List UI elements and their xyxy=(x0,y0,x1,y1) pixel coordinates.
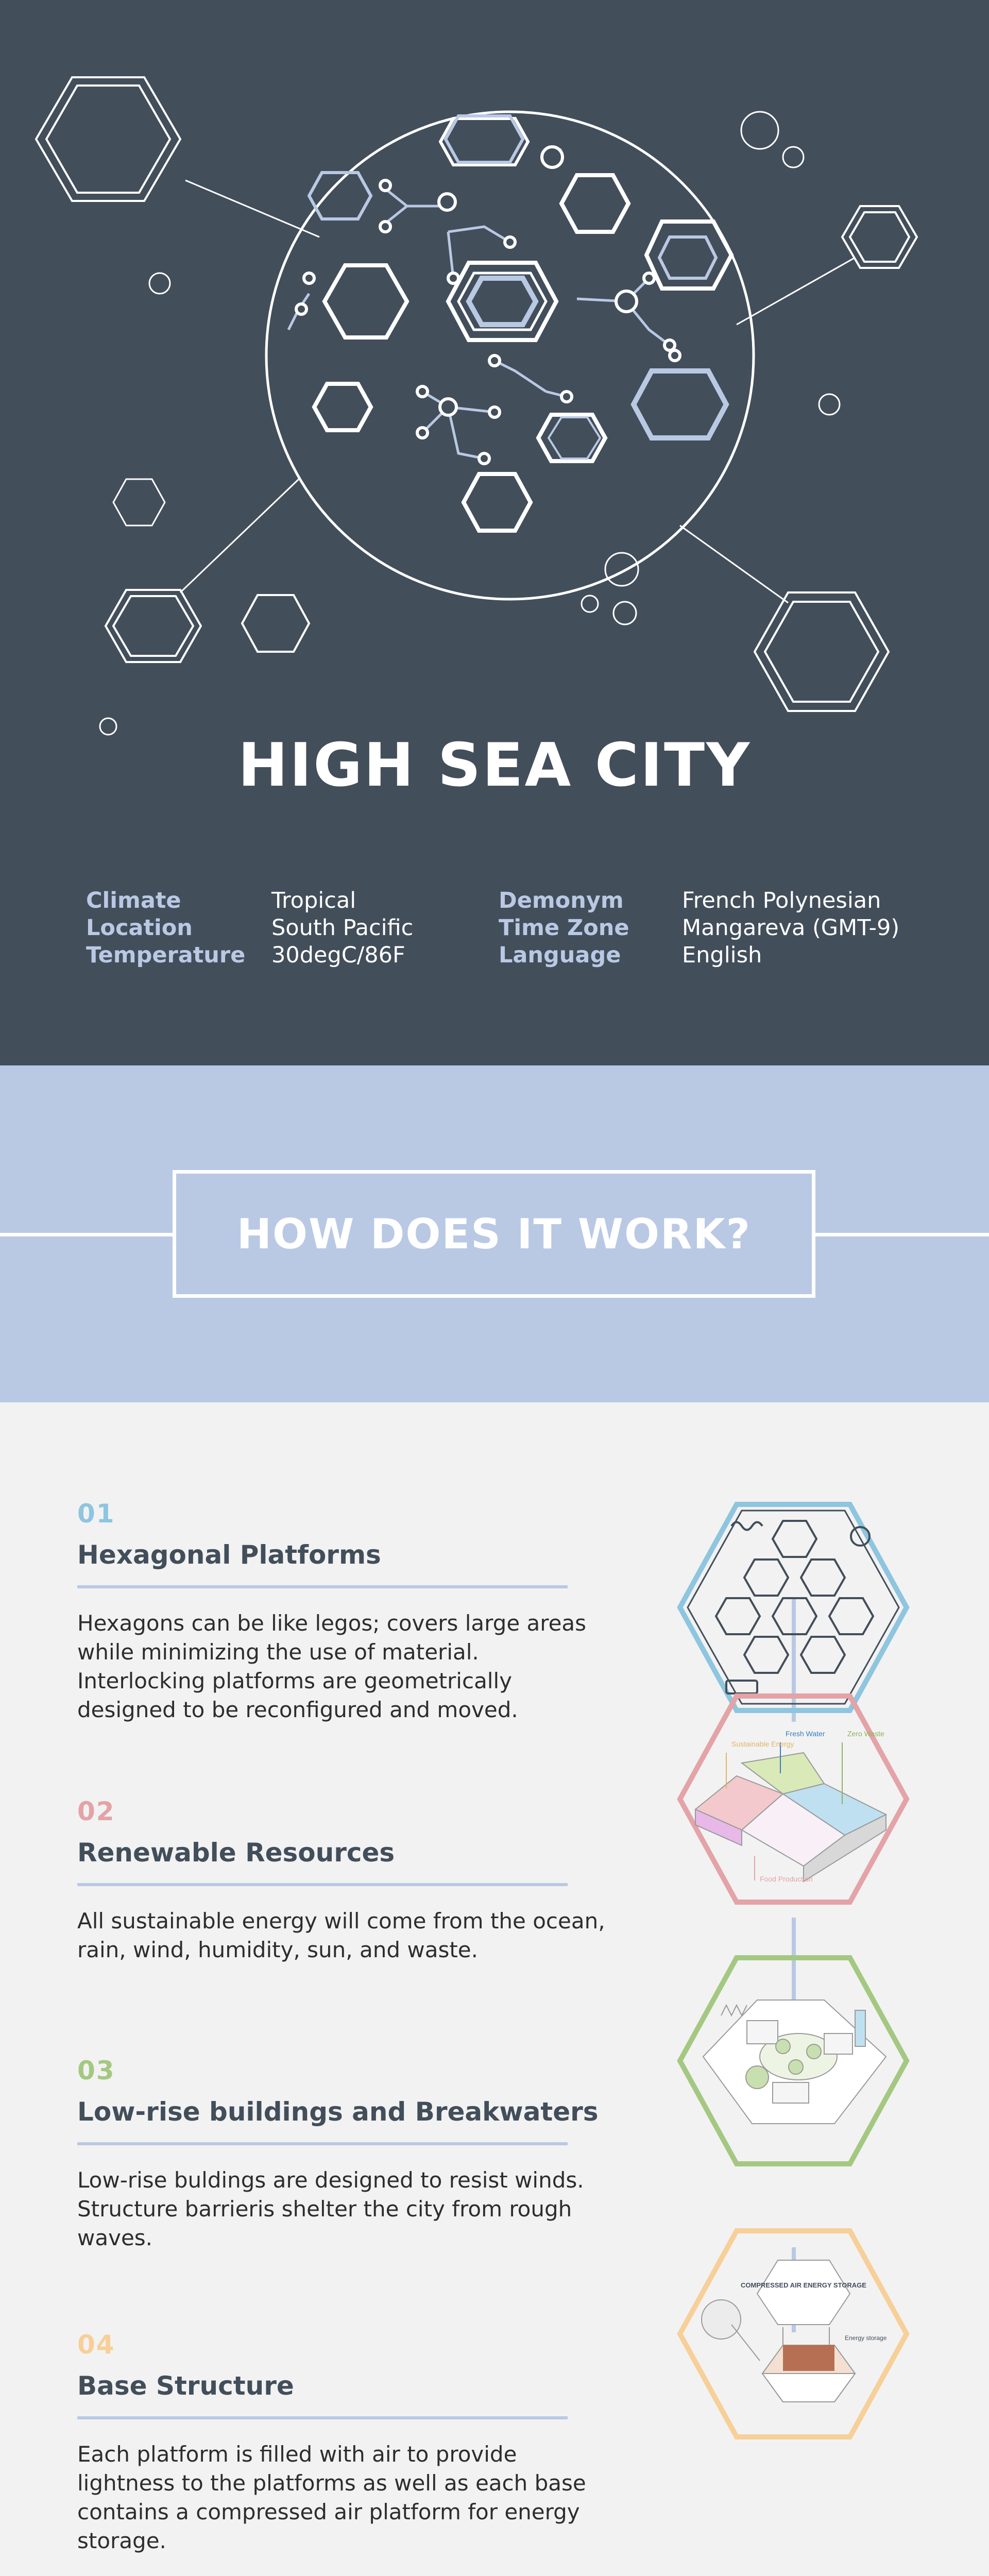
diagram-label: Fresh Water xyxy=(786,1730,825,1738)
diagram-label: Energy storage xyxy=(845,2334,887,2342)
how-it-works-banner xyxy=(0,1065,989,1402)
step-body: Low-rise buldings are designed to resist winds. Structure barrieris shelter the city from rough waves. xyxy=(77,2167,584,2250)
hex-city-illustration xyxy=(0,0,989,742)
page-title: HIGH SEA CITY xyxy=(237,731,752,800)
divider xyxy=(77,1585,568,1588)
step-number: 01 xyxy=(77,1499,115,1529)
fact-value-climate: Tropical xyxy=(271,888,356,913)
hexagonal-platforms-diagram xyxy=(680,1504,907,1710)
step-heading: Renewable Resources xyxy=(77,1838,395,1868)
step-number: 02 xyxy=(77,1797,115,1826)
fact-label-language: Language xyxy=(499,942,621,968)
fact-label-time-zone: Time Zone xyxy=(499,915,629,941)
step-body: Each platform is filled with air to provide lightness to the platforms as well as each base contains a compressed air platform for energy storage. xyxy=(77,2442,586,2553)
fact-value-temperature: 30degC/86F xyxy=(271,942,405,968)
low-rise-buildings-diagram xyxy=(680,1958,907,2164)
diagram-label: Food Production xyxy=(760,1875,813,1883)
diagram-label: Zero Waste xyxy=(847,1730,884,1738)
steps-section xyxy=(0,1402,989,2576)
step-heading: Hexagonal Platforms xyxy=(77,1540,381,1570)
step-number: 03 xyxy=(77,2056,115,2086)
step-body: Hexagons can be like legos; covers large areas while minimizing the use of material. Interlocking platforms are geometrically designed to be reconfigured and moved. xyxy=(77,1611,587,1722)
fact-label-location: Location xyxy=(86,915,193,941)
renewable-resources-diagram xyxy=(680,1696,907,1902)
facts-right-values xyxy=(682,887,899,969)
diagram-label: COMPRESSED AIR ENERGY STORAGE xyxy=(741,2281,866,2289)
fact-label-climate: Climate xyxy=(86,888,181,913)
divider xyxy=(77,2416,568,2419)
facts-right-labels xyxy=(499,887,629,969)
step-2 xyxy=(77,1797,618,1964)
section-title: HOW DOES IT WORK? xyxy=(236,1210,752,1258)
step-heading: Low-rise buildings and Breakwaters xyxy=(77,2097,599,2127)
facts-left-labels xyxy=(86,887,245,969)
base-structure-diagram xyxy=(680,2231,907,2437)
fact-value-time-zone: Mangareva (GMT-9) xyxy=(682,915,900,941)
divider xyxy=(77,2142,568,2145)
hero-section xyxy=(0,0,989,1065)
fact-value-location: South Pacific xyxy=(271,915,414,941)
fact-label-demonym: Demonym xyxy=(499,888,624,913)
fact-value-language: English xyxy=(682,942,762,968)
fact-value-demonym: French Polynesian xyxy=(682,888,881,913)
step-number: 04 xyxy=(77,2330,115,2360)
step-heading: Base Structure xyxy=(77,2371,294,2401)
diagram-label: Sustainable Energy xyxy=(731,1740,794,1748)
fact-label-temperature: Temperature xyxy=(86,942,246,968)
step-4 xyxy=(77,2330,618,2555)
step-3 xyxy=(77,2056,618,2252)
banner-line-left xyxy=(0,1233,173,1236)
banner-line-right xyxy=(815,1233,989,1236)
step-body: All sustainable energy will come from the ocean, rain, wind, humidity, sun, and waste. xyxy=(77,1908,605,1962)
divider xyxy=(77,1883,568,1886)
banner-frame xyxy=(173,1170,815,1298)
facts-left-values xyxy=(271,887,413,969)
step-1 xyxy=(77,1499,618,1724)
